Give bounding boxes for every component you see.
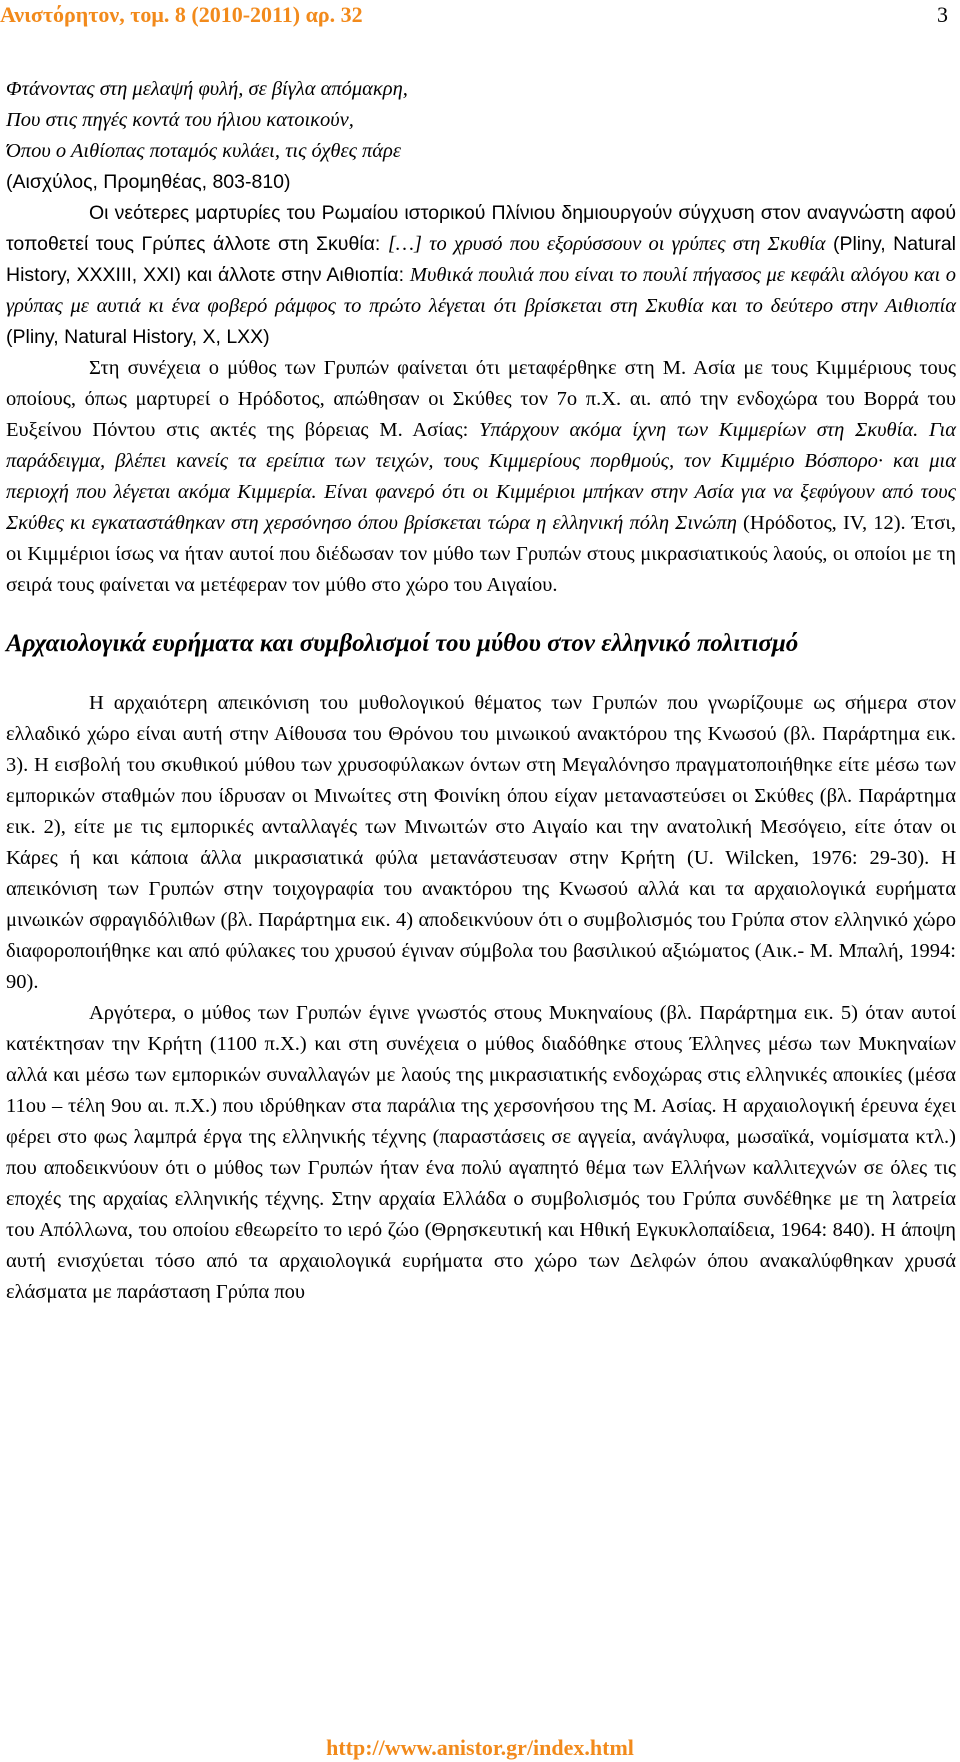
- paragraph-text: και άλλοτε στην Αιθιοπία:: [186, 264, 410, 286]
- paragraph-text: (Ηρόδοτος, IV, 12). Έτσι, οι Κιμμέριοι ίσως να ήταν αυτοί που διέδωσαν τον μύθο των Γρυπών στους μικρασιατικούς λαούς, οι οποίοι με τη σειρά τους φαίνεται να μετέφεραν τον μύθο στο χώρο του Αιγαίου.: [6, 512, 956, 596]
- poem-citation: (Αισχύλος, Προμηθέας, 803-810): [6, 171, 291, 193]
- paragraph-text: Στη συνέχεια ο μύθος των Γρυπών φαίνεται ότι μεταφέρθηκε στη Μ. Ασία με τους Κιμμέριους τους οποίους, όπως μαρτυρεί ο Ηρόδοτος, απώθησαν οι Σκύθες τον 7ο π.Χ. αι. από την ενδοχώρα του Βορρά του Ευξείνου Πόντου στις ακτές της βόρειας Μ. Ασίας:: [6, 357, 956, 441]
- footer-url[interactable]: [0, 1735, 960, 1761]
- citation: (Pliny, Natural History, XXXIII, XXI): [6, 233, 957, 286]
- footer-link[interactable]: http://www.anistor.gr/index.html: [326, 1735, 634, 1760]
- paragraph-pliny: [6, 198, 956, 353]
- poem-line: Όπου ο Αιθίοπας ποταμός κυλάει, τις όχθες πάρε: [6, 140, 401, 162]
- paragraph-mycenaean: Αργότερα, ο μύθος των Γρυπών έγινε γνωστός στους Μυκηναίους (βλ. Παράρτημα εικ. 5) όταν αυτοί κατέκτησαν την Κρήτη (1100 π.Χ.) και στη συνέχεια ο μύθος διαδόθηκε στους Έλληνες μέσω των Μυκηναίων αλλά και μέσω των εμπορικών συναλλαγών με λαούς της μικρασιατικής ενδοχώρας στις ελληνικές αποικίες (μέσα 11ου – τέλη 9ου αι. π.Χ.) που ιδρύθηκαν στα παράλια της χερσονήσου της Μ. Ασίας. Η αρχαιολογική έρευνα έχει φέρει στο φως λαμπρά έργα της ελληνικής τέχνης (παραστάσεις σε αγγεία, ανάγλυφα, μωσαϊκά, νομίσματα κτλ.) που αποδεικνύουν ότι ο μύθος των Γρυπών ήταν ένα πολύ αγαπητό θέμα των Ελλήνων καλλιτεχνών σε όλες τις εποχές της αρχαίας ελληνικής τέχνης. Στην αρχαία Ελλάδα ο συμβολισμός του Γρύπα συνδέθηκε με τη λατρεία του Απόλλωνα, του οποίου εθεωρείτο το ιερό ζώο (Θρησκευτική και Ηθική Εγκυκλοπαίδεια, 1964: 840). Η άποψη αυτή ενισχύεται τόσο από τα αρχαιολογικά ευρήματα στο χώρο των Δελφών όπου ανακαλύφθηκαν χρυσά ελάσματα με παράσταση Γρύπα που: [6, 1002, 956, 1303]
- paragraph-minoan: Η αρχαιότερη απεικόνιση του μυθολογικού θέματος των Γρυπών που γνωρίζουμε ως σήμερα στον ελλαδικό χώρο είναι αυτή στην Αίθουσα του Θρόνου του μινωικού ανακτόρου της Κνωσού (βλ. Παράρτημα εικ. 3). Η εισβολή του σκυθικού μύθου των χρυσοφύλακων όντων στη Μεγαλόνησο πραγματοποιήθηκε είτε μέσω των εμπορικών σταθμών που ίδρυσαν οι Μινωίτες στη Φοινίκη όπου είχαν μεταναστεύσει οι Σκύθες (βλ. Παράρτημα εικ. 2), είτε με τις εμπορικές ανταλλαγές των Μινωιτών στο Αιγαίο και την ανατολική Μεσόγειο, είτε όταν οι Κάρες ή και κάποια άλλα μικρασιατικά φύλα μετανάστευσαν στην Κρήτη (U. Wilcken, 1976: 29-30). Η απεικόνιση των Γρυπών στην τοιχογραφία του ανακτόρου της Κνωσού αλλά και τα αρχαιολογικά ευρήματα μινωικών σφραγιδόλιθων (βλ. Παράρτημα εικ. 4) αποδεικνύουν ότι ο συμβολισμός του Γρύπα στον ελληνικό χώρο διαφοροποιήθηκε και από φύλακες του χρυσού έγιναν σύμβολα του βασιλικού αξιώματος (Αικ.- Μ. Μπαλή, 1994: 90).: [6, 692, 956, 993]
- page-number: 3: [937, 2, 948, 27]
- journal-title: Ανιστόρητον, τομ. 8 (2010-2011) αρ. 32: [0, 2, 363, 27]
- pliny-quote-ethiopia: Μυθικά πουλιά που είναι το πουλί πήγασος με κεφάλι αλόγου και ο γρύπας με αυτιά κι ένα φοβερό ράμφος το πρώτο λέγεται ότι βρίσκεται στη Σκυθία και το δεύτερο στην Αιθιοπία: [6, 264, 956, 317]
- pliny-quote-scythia: […] το χρυσό που εξορύσσουν οι γρύπες στη Σκυθία: [387, 233, 826, 255]
- herodotus-quote: Υπάρχουν ακόμα ίχνη των Κιμμερίων στη Σκυθία. Για παράδειγμα, βλέπει κανείς τα ερείπια των τειχών, τους Κιμμερίους πορθμούς, τον Κιμμέριο Βόσπορο· και μια περιοχή που λέγεται ακόμα Κιμμερία. Είναι φανερό ότι οι Κιμμέριοι μπήκαν στην Ασία για να ξεφύγουν από τους Σκύθες κι εγκαταστάθηκαν στη χερσόνησο όπου βρίσκεται τώρα η ελληνική πόλη Σινώπη: [6, 419, 956, 534]
- main-text: [6, 74, 956, 1308]
- paragraph-cimmerians: [6, 353, 956, 601]
- section-heading: Αρχαιολογικά ευρήματα και συμβολισμοί του μύθου στον ελληνικό πολιτισμό: [6, 630, 799, 657]
- running-header: [0, 2, 960, 28]
- poem-quote: [6, 74, 956, 167]
- poem-line: Φτάνοντας στη μελαψή φυλή, σε βίγλα απόμακρη,: [6, 78, 408, 100]
- paragraph-text: Οι νεότερες μαρτυρίες του Ρωμαίου ιστορικού Πλίνιου δημιουργούν σύγχυση στον αναγνώστη αφού τοποθετεί τους Γρύπες άλλοτε στη Σκυθία:: [6, 202, 956, 255]
- poem-line: Που στις πηγές κοντά του ήλιου κατοικούν,: [6, 109, 354, 131]
- citation: (Pliny, Natural History, X, LXX): [6, 326, 270, 348]
